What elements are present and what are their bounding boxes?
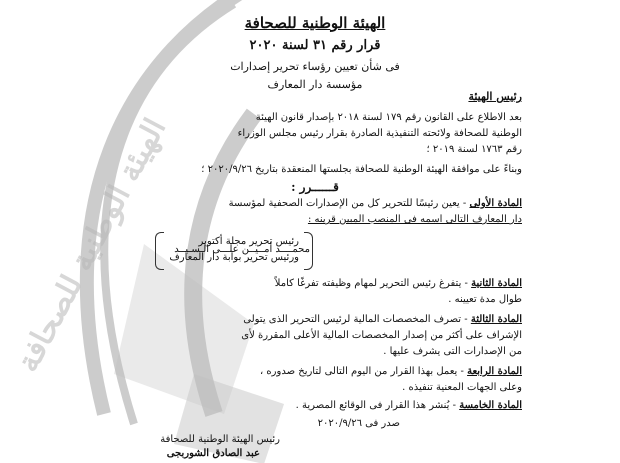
appointee-role-1: رئيس تحرير مجلة أكتوبر	[198, 236, 299, 247]
appointee-role-2: ورئيس تحرير بوابة دار المعارف	[169, 252, 299, 263]
appointee-name: محمــــد أمــيــن علـــى الـسـيــد	[174, 244, 310, 255]
chair-title: رئيس الهيئة	[468, 90, 522, 103]
article-2-line-1	[275, 278, 522, 289]
institution-name: مؤسسة دار المعارف	[267, 78, 363, 91]
preamble-line-4: وبناءً على موافقة الهيئة الوطنية للصحافة بجلستها المنعقدة بتاريخ ٢٠٢٠/٩/٢٦ ؛	[201, 164, 522, 175]
preamble-line-2: الوطنية للصحافة ولائحته التنفيذية الصادرة بقرار رئيس مجلس الوزراء	[237, 128, 522, 139]
decree-number: قرار رقم ٣١ لسنة ٢٠٢٠	[249, 38, 381, 53]
decree-subject: فى شأن تعيين رؤساء تحرير إصدارات	[230, 60, 400, 73]
article-3-line-2: الإشراف على أكثر من إصدار المخصصات المالية الأعلى المقررة لأى	[241, 330, 522, 341]
article-4-text: - يعمل بهذا القرار من اليوم التالى لتاريخ صدوره ،	[260, 366, 464, 377]
article-3-text: - تصرف المخصصات المالية لرئيس التحرير الذى يتولى	[243, 314, 468, 325]
article-1-text: - يعين رئيسًا للتحرير كل من الإصدارات الصحفية لمؤسسة	[228, 198, 467, 209]
article-5-text: - يُنشر هذا القرار فى الوقائع المصرية .	[295, 400, 457, 411]
article-3-label: المادة الثالثة	[470, 314, 522, 325]
preamble-line-3: رقم ١٧٦٣ لسنة ٢٠١٩ ؛	[426, 144, 522, 155]
org-heading: الهيئة الوطنية للصحافة	[244, 14, 386, 32]
article-4-label: المادة الرابعة	[467, 366, 522, 377]
article-1-line-2: دار المعارف التالى اسمه فى المنصب المبين قرينه :	[307, 214, 522, 225]
signature-title: رئيس الهيئة الوطنية للصحافة	[160, 434, 280, 445]
watermark-text: الهيئة الوطنية للصحافة	[10, 112, 174, 378]
article-2-line-2: طوال مدة تعيينه .	[448, 294, 522, 305]
article-4-line-2: وعلى الجهات المعنية تنفيذه .	[402, 382, 522, 393]
article-5-label: المادة الخامسة	[459, 400, 522, 411]
article-1-line-1	[229, 198, 522, 209]
article-1-label: المادة الأولى	[469, 198, 522, 209]
appointment-roles-brace	[155, 232, 313, 268]
decided-heading: قــــــرر :	[291, 180, 339, 194]
article-2-label: المادة الثانية	[471, 278, 522, 289]
signature-name: عبد الصادق الشوربجى	[166, 448, 260, 459]
article-4-line-1	[260, 366, 522, 377]
article-3-line-3: من الإصدارات التى يشرف عليها .	[383, 346, 522, 357]
article-5-line-1	[296, 400, 522, 411]
issue-date: صدر فى ٢٠٢٠/٩/٢٦	[317, 418, 400, 429]
article-2-text: - يتفرغ رئيس التحرير لمهام وظيفته تفرغًا كاملاً	[274, 278, 468, 289]
article-3-line-1	[243, 314, 522, 325]
preamble-line-1: بعد الاطلاع على القانون رقم ١٧٩ لسنة ٢٠١٨ بإصدار قانون الهيئة	[255, 112, 522, 123]
